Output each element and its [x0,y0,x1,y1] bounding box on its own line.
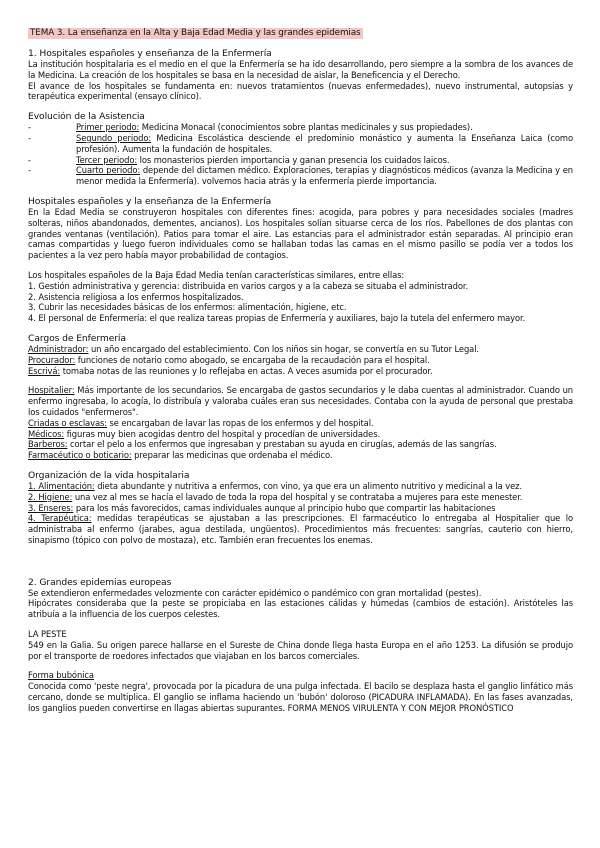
list-item: 2. Asistencia religiosa a los enfermos hospitalizados. [28,291,244,302]
section-heading-hospitales: 1. Hospitales españoles y enseñanza de la Enfermería [28,48,272,59]
paragraph: Hipócrates consideraba que la peste se propiciaba en las estaciones cálidas y húmedas (cambios de estación). Aristóteles las atribuía a la influencia de los cuerpos celestes. [28,598,573,620]
subheading-cargos: Cargos de Enfermería [28,332,126,344]
paragraph: Los hospitales españoles de la Baja Edad Media tenían características similares, entre ellas: [28,269,405,280]
paragraph: La institución hospitalaria es el medio en el que la Enfermería se ha ido desarrollando, pero siempre a la sombra de los avances de la Medicina. La creación de los hospitales se basa en la necesidad de aislar, la Beneficencia y el Derecho. [28,59,573,80]
paragraph: El avance de los hospitales se fundamenta en: nuevos tratamientos (nuevas enfermedades), nuevo instrumental, autopsias y terapéutica experimental (ensayo clínico). [28,80,573,102]
list-item: - Tercer periodo: los monasterios pierden importancia y ganan presencia los cuidados laicos. [28,154,450,165]
list-item: 2. Higiene: una vez al mes se hacía el lavado de toda la ropa del hospital y se contrataba a mujeres para este menester. [28,491,523,502]
list-item: Escrivá: tomaba notas de las reuniones y lo reflejaba en actas. A veces asumida por el procurador. [28,365,433,376]
list-item: 1. Gestión administrativa y gerencia: distribuida en varios cargos y a la cabeza se situaba el administrador. [28,280,469,291]
paragraph: 549 en la Galia. Su origen parece hallarse en el Sureste de China donde llega hasta Europa en el año 1253. La difusión se produjo por el transporte de roedores infectados que viajaban en los barcos comerciales. [28,639,573,661]
list-item: 4. Terapéutica: medidas terapéuticas se ajustaban a las prescripciones. El farmacéutico lo entregaba al Hospitalier que lo administraba al enfermo (jarabes, agua destilada, ungüentos). Procedimientos más frecuentes: sangrías, cauterio con hierro, sinapismo (tópico con polvo de mostaza), etc. También eran frecuentes los enemas. [28,513,573,545]
list-item: Procurador: funciones de notario como abogado, se encargaba de la recaudación para el hospital. [28,354,430,365]
paragraph: Conocida como 'peste negra', provocada por la picadura de una pulga infectada. El bacilo se desplaza hasta el ganglio linfático más cercano, donde se multiplica. El ganglio se inflama haciendo un 'bubón' doloroso (PICADURA INFLAMADA). En las fases avanzadas, los ganglios pueden convertirse en llagas abiertas supurantes. FORMA MENOS VIRULENTA Y CON MEJOR PRONÓSTICO [28,681,573,713]
subheading-peste: LA PESTE [28,629,67,640]
list-item: 3. Enseres: para los más favorecidos, camas individuales aunque al principio hubo que compartir las habitaciones [28,502,496,513]
list-item: - Cuarto periodo: depende del dictamen médico. Exploraciones, terapias y diagnósticos médicos (avanza la Medicina y en menor medida la Enfermería). volvemos hacia atrás y la enfermería pierde importancia. [28,165,573,187]
document-page [28,27,573,714]
evolucion-list [28,122,573,187]
subheading-evolucion: Evolución de la Asistencia [28,111,145,123]
list-item: Barberos: cortar el pelo a los enfermos que ingresaban y prestaban su ayuda en cirugías, además de las sangrías. [28,439,497,450]
subheading-bubonica: Forma bubónica [28,670,94,681]
list-item: Administrador: un año encargado del establecimiento. Con los niños sin hogar, se convertía en su Tutor Legal. [28,343,479,354]
paragraph: En la Edad Media se construyeron hospitales con diferentes fines: acogida, para pobres y para necesidades sociales (madres solteras, niños abandonados, dementes, ancianos). Los hospitales solían situarse cerca de los ríos. Pabellones de dos plantas con grandes ventanas (ventilación). Patios para tomar el aire. Las estancias para el administrador están separadas. Al principio eran camas compartidas y luego fueron individuales como se hallaban todas las camas en el mismo pasillo se podía ver a todos los pacientes a la vez pero había mayor probabilidad de contagios. [28,206,573,261]
list-item: 3. Cubrir las necesidades básicas de los enfermos: alimentación, higiene, etc. [28,302,347,313]
list-item: Farmacéutico o boticario: preparar las medicinas que ordenaba el médico. [28,450,333,461]
list-item: 4. El personal de Enfermería: el que realiza tareas propias de Enfermería y auxiliares, bajo la tutela del enfermero mayor. [28,313,526,324]
subheading-hospitales-espanoles: Hospitales españoles y la enseñanza de la Enfermería [28,195,272,207]
list-item: Hospitalier: Más importante de los secundarios. Se encargaba de gastos secundarios y le daba cuentas al administrador. Cuando un enfermo ingresaba, lo acogía, lo distribuía y valoraba cuáles eran sus necesidades. Contaba con la ayuda de personal que prestaba los cuidados "enfermeros". [28,385,573,417]
list-item: - Segundo periodo: Medicina Escolástica desciende el predominio monástico y aumenta la Enseñanza Laica (como profesión). Aumenta la fundación de hospitales. [28,132,573,154]
section-heading-epidemias: 2. Grandes epidemias europeas [28,576,172,588]
doc-title-highlight: TEMA 3. La enseñanza en la Alta y Baja Edad Media y las grandes epidemias [30,28,361,38]
list-item: Médicos: figuras muy bien acogidas dentro del hospital y procedían de universidades. [28,428,381,439]
paragraph: Se extendieron enfermedades velozmente con carácter epidémico o pandémico con gran mortalidad (pestes). [28,587,482,598]
list-item: 1. Alimentación: dieta abundante y nutritiva a enfermos, con vino, ya que era un alimento nutritivo y medicinal a la vez. [28,480,522,491]
list-item: - Primer periodo: Medicina Monacal (conocimientos sobre plantas medicinales y sus propiedades). [28,122,473,133]
list-item: Criadas o esclavas: se encargaban de lavar las ropas de los enfermos y del hospital. [28,417,374,428]
doc-title [28,27,573,39]
subheading-organizacion: Organización de la vida hospitalaria [28,469,190,481]
